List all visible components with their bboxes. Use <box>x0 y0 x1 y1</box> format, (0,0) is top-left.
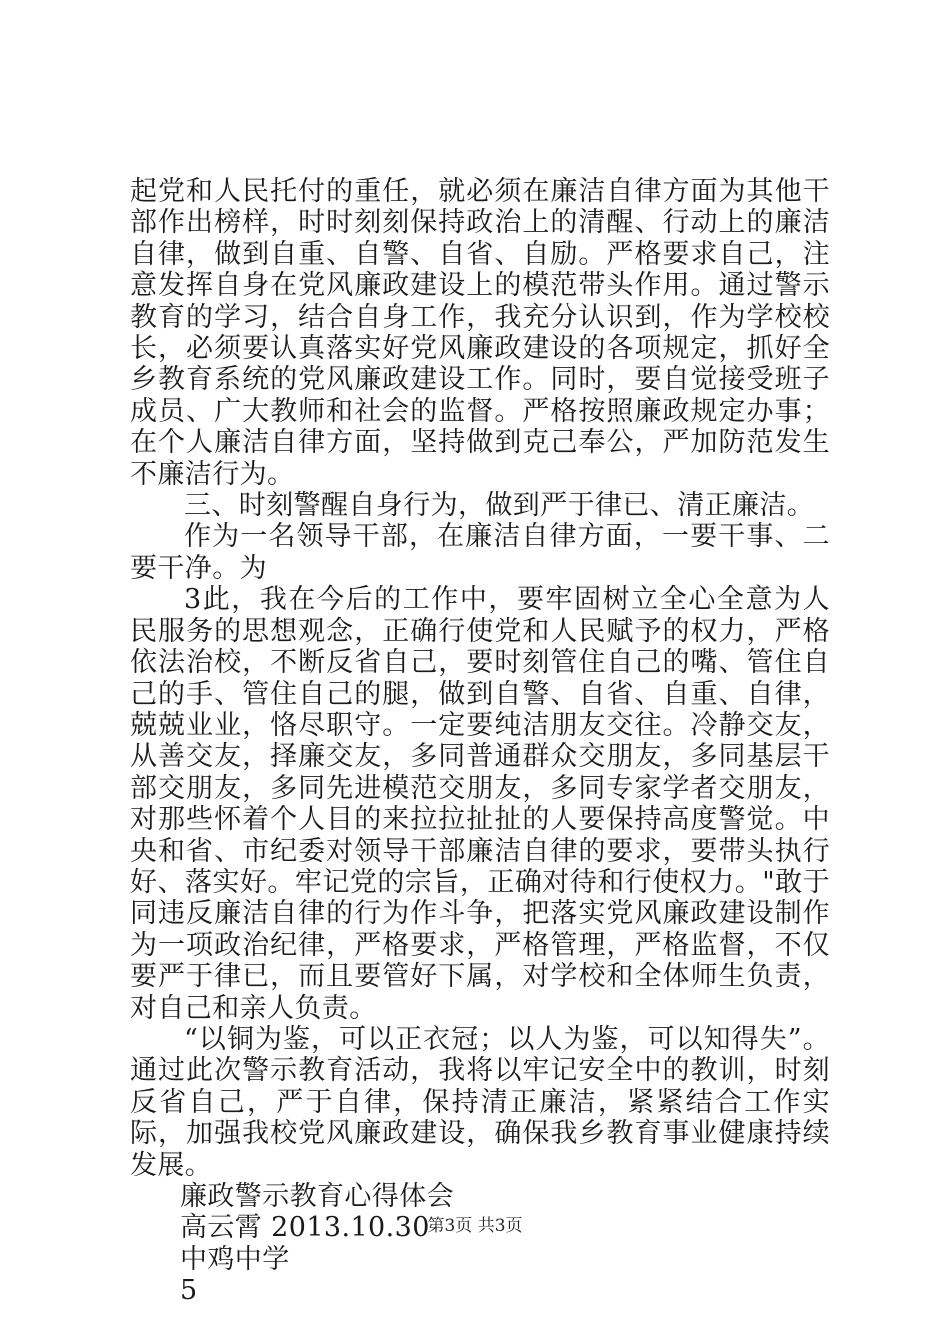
signature-author-date: 高云霄 2013.10.30 <box>180 1212 430 1244</box>
signature-school: 中鸡中学 <box>180 1243 290 1275</box>
page-footer: 第3页 共3页 <box>427 1216 523 1236</box>
paragraph-2: 作为一名领导干部，在廉洁自律方面，一要干事、二要干净。为 <box>130 521 830 584</box>
signature-number: 5 <box>180 1275 198 1307</box>
paragraph-4: “以铜为鉴，可以正衣冠；以人为鉴，可以知得失”。通过此次警示教育活动，我将以牢记安全中的教训，时刻反省自己，严于自律，保持清正廉洁，紧紧结合工作实际，加强我校党风廉政建设，确保我乡教育事业健康持续发展。 <box>130 1023 830 1181</box>
document-body <box>130 176 830 1307</box>
signature-block <box>130 1181 830 1307</box>
section-heading-3: 三、时刻警醒自身行为，做到严于律已、清正廉洁。 <box>184 490 815 522</box>
paragraph-3: 3此，我在今后的工作中，要牢固树立全心全意为人民服务的思想观念，正确行使党和人民赋予的权力，严格依法治校，不断反省自己，要时刻管住自己的嘴、管住自己的手、管住自己的腿，做到自警、自省、自重、自律，兢兢业业，恪尽职守。一定要纯洁朋友交往。冷静交友，从善交友，择廉交友，多同普通群众交朋友，多同基层干部交朋友，多同先进模范交朋友，多同专家学者交朋友，对那些怀着个人目的来拉拉扯扯的人要保持高度警觉。中央和省、市纪委对领导干部廉洁自律的要求，要带头执行好、落实好。牢记党的宗旨，正确对待和行使权力。"敢于同违反廉洁自律的行为作斗争，把落实党风廉政建设制作为一项政治纪律，严格要求，严格管理，严格监督，不仅要严于律已，而且要管好下属，对学校和全体师生负责，对自己和亲人负责。 <box>130 584 830 1024</box>
signature-title: 廉政警示教育心得体会 <box>180 1181 454 1212</box>
paragraph-1: 起党和人民托付的重任，就必须在廉洁自律方面为其他干部作出榜样，时时刻刻保持政治上的清醒、行动上的廉洁自律，做到自重、自警、自省、自励。严格要求自己，注意发挥自身在党风廉政建设上的模范带头作用。通过警示教育的学习，结合自身工作，我充分认识到，作为学校校长，必须要认真落实好党风廉政建设的各项规定，抓好全乡教育系统的党风廉政建设工作。同时，要自觉接受班子成员、广大教师和社会的监督。严格按照廉政规定办事；在个人廉洁自律方面，坚持做到克己奉公，严加防范发生不廉洁行为。 <box>130 176 830 490</box>
